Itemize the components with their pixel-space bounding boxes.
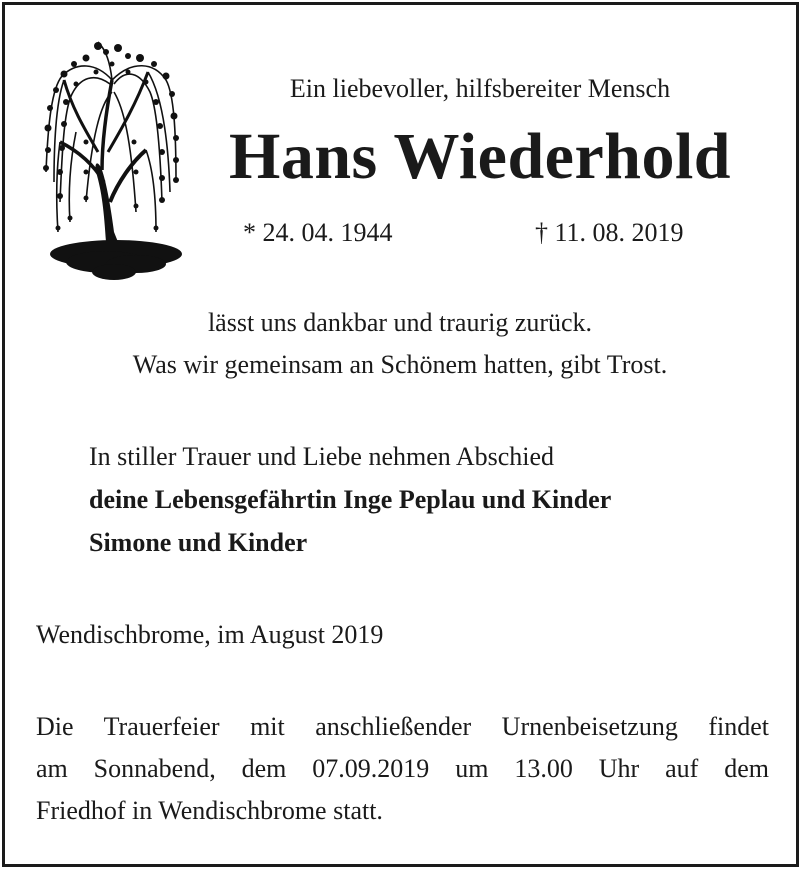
mourners-line-1: deine Lebensgefährtin Inge Peplau und Kinder [89, 485, 612, 514]
ceremony-line-2: am Sonnabend, dem 07.09.2019 um 13.00 Uhr auf dem [36, 754, 769, 783]
deceased-name: Hans Wiederhold [228, 120, 732, 193]
ceremony-line-1: Die Trauerfeier mit anschließender Urnenbeisetzung findet [36, 712, 769, 741]
ceremony-text [36, 706, 769, 832]
death-date: † 11. 08. 2019 [535, 218, 684, 247]
birth-date: * 24. 04. 1944 [243, 218, 393, 247]
place-and-date: Wendischbrome, im August 2019 [36, 620, 384, 649]
ceremony-line-3: Friedhof in Wendischbrome statt. [36, 796, 383, 825]
body-line-2: Was wir gemeinsam an Schönem hatten, gibt Trost. [132, 350, 668, 379]
body-line-1: lässt uns dankbar und traurig zurück. [207, 308, 593, 337]
notice-subtitle: Ein liebevoller, hilfsbereiter Mensch [289, 74, 671, 103]
mourners-intro: In stiller Trauer und Liebe nehmen Abschied [89, 442, 555, 471]
weeping-willow-icon [36, 32, 184, 288]
mourners-line-2: Simone und Kinder [89, 528, 308, 557]
